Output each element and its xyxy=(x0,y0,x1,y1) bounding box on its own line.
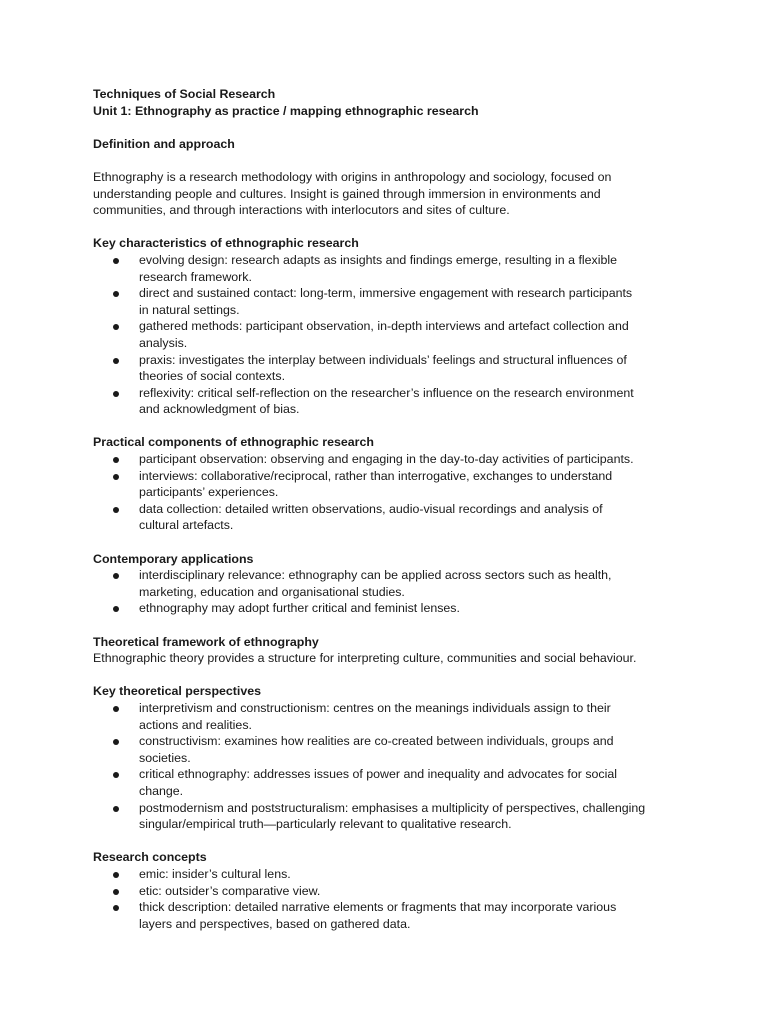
list-item-text: reflexivity: critical self-reflection on the researcher’s influence on the research environment xyxy=(139,385,634,400)
list-item-text: cultural artefacts. xyxy=(139,518,234,533)
theoretical-framework-heading: Theoretical framework of ethnography xyxy=(93,634,319,649)
bullet-icon xyxy=(113,324,119,330)
list-item xyxy=(93,733,713,766)
contemporary-applications-heading: Contemporary applications xyxy=(93,551,254,566)
bullet-icon xyxy=(113,606,119,612)
list-item xyxy=(93,385,713,418)
paragraph-line: communities, and through interactions with interlocutors and sites of culture. xyxy=(93,203,510,218)
definition-heading: Definition and approach xyxy=(93,136,235,151)
paragraph-line: Ethnography is a research methodology with origins in anthropology and sociology, focused on xyxy=(93,169,612,184)
list-item-text: constructivism: examines how realities are co-created between individuals, groups and xyxy=(139,734,614,749)
bullet-icon xyxy=(113,291,119,297)
list-item-text: change. xyxy=(139,783,184,798)
list-item-text: interpretivism and constructionism: centres on the meanings individuals assign to their xyxy=(139,700,611,715)
list-item-text: ethnography may adopt further critical and feminist lenses. xyxy=(139,601,460,616)
bullet-icon xyxy=(113,474,119,480)
list-item-text: gathered methods: participant observation, in-depth interviews and artefact collection and xyxy=(139,319,629,334)
list-item xyxy=(93,468,713,501)
list-item-text: marketing, education and organisational studies. xyxy=(139,584,405,599)
list-item-text: participant observation: observing and engaging in the day-to-day activities of participants. xyxy=(139,452,634,467)
practical-components-list xyxy=(93,451,713,534)
list-item xyxy=(93,800,713,833)
bullet-icon xyxy=(113,739,119,745)
bullet-icon xyxy=(113,872,119,878)
list-item-text: postmodernism and poststructuralism: emphasises a multiplicity of perspectives, challenging xyxy=(139,800,646,815)
contemporary-applications-list xyxy=(93,567,713,617)
list-item-text: interviews: collaborative/reciprocal, rather than interrogative, exchanges to understand xyxy=(139,468,613,483)
list-item-text: theories of social contexts. xyxy=(139,369,286,384)
bullet-icon xyxy=(113,391,119,397)
practical-components-heading: Practical components of ethnographic research xyxy=(93,435,374,450)
list-item xyxy=(93,866,713,883)
list-item-text: direct and sustained contact: long-term, immersive engagement with research participants xyxy=(139,286,633,301)
list-item-text: societies. xyxy=(139,750,191,765)
list-item xyxy=(93,451,713,468)
key-perspectives-list xyxy=(93,700,713,833)
research-concepts-list xyxy=(93,866,713,932)
list-item-text: thick description: detailed narrative elements or fragments that may incorporate various xyxy=(139,900,617,915)
list-item xyxy=(93,318,713,351)
spacer xyxy=(93,534,713,551)
spacer xyxy=(93,617,713,634)
list-item-text: singular/empirical truth—particularly relevant to qualitative research. xyxy=(139,817,512,832)
list-item-text: research framework. xyxy=(139,269,252,284)
key-characteristics-heading: Key characteristics of ethnographic research xyxy=(93,236,359,251)
course-title: Techniques of Social Research xyxy=(93,87,276,101)
spacer xyxy=(93,119,713,136)
list-item xyxy=(93,285,713,318)
bullet-icon xyxy=(113,889,119,895)
bullet-icon xyxy=(113,772,119,778)
list-item-text: interdisciplinary relevance: ethnography can be applied across sectors such as health, xyxy=(139,568,612,583)
list-item-text: etic: outsider’s comparative view. xyxy=(139,883,321,898)
list-item-text: critical ethnography: addresses issues of power and inequality and advocates for social xyxy=(139,767,618,782)
spacer xyxy=(93,152,713,169)
bullet-icon xyxy=(113,806,119,812)
spacer xyxy=(93,219,713,236)
research-concepts-heading: Research concepts xyxy=(93,850,207,865)
list-item xyxy=(93,352,713,385)
list-item-text: and acknowledgment of bias. xyxy=(139,402,300,417)
bullet-icon xyxy=(113,905,119,911)
list-item xyxy=(93,700,713,733)
paragraph-line: understanding people and cultures. Insight is gained through immersion in environments and xyxy=(93,186,601,201)
document-page xyxy=(93,86,713,932)
bullet-icon xyxy=(113,706,119,712)
list-item xyxy=(93,883,713,900)
spacer xyxy=(93,418,713,435)
key-characteristics-list xyxy=(93,252,713,418)
list-item xyxy=(93,766,713,799)
bullet-icon xyxy=(113,457,119,463)
bullet-icon xyxy=(113,258,119,264)
theoretical-framework-text: Ethnographic theory provides a structure for interpreting culture, communities and social behaviour. xyxy=(93,651,637,666)
list-item-text: data collection: detailed written observations, audio-visual recordings and analysis of xyxy=(139,501,603,516)
list-item-text: participants’ experiences. xyxy=(139,485,279,500)
list-item-text: in natural settings. xyxy=(139,302,240,317)
list-item xyxy=(93,600,713,617)
list-item xyxy=(93,501,713,534)
spacer xyxy=(93,667,713,684)
spacer xyxy=(93,833,713,850)
list-item-text: emic: insider’s cultural lens. xyxy=(139,866,291,881)
list-item xyxy=(93,567,713,600)
list-item-text: analysis. xyxy=(139,335,188,350)
key-perspectives-heading: Key theoretical perspectives xyxy=(93,684,262,699)
bullet-icon xyxy=(113,507,119,513)
bullet-icon xyxy=(113,358,119,364)
list-item xyxy=(93,899,713,932)
unit-title: Unit 1: Ethnography as practice / mapping ethnographic research xyxy=(93,103,479,118)
bullet-icon xyxy=(113,573,119,579)
list-item-text: actions and realities. xyxy=(139,717,252,732)
definition-paragraph xyxy=(93,169,713,219)
list-item xyxy=(93,252,713,285)
list-item-text: evolving design: research adapts as insights and findings emerge, resulting in a flexible xyxy=(139,252,618,267)
list-item-text: praxis: investigates the interplay between individuals’ feelings and structural influences of xyxy=(139,352,627,367)
list-item-text: layers and perspectives, based on gathered data. xyxy=(139,916,411,931)
